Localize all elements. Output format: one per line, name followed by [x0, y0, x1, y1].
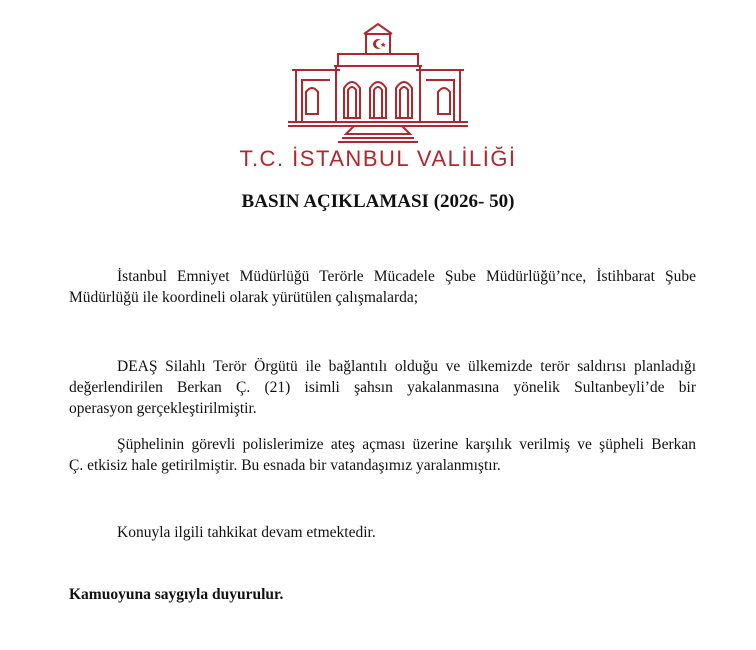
closing-statement: Kamuoyuna saygıyla duyurulur.: [69, 586, 284, 603]
paragraph: [69, 522, 696, 543]
valilik-building-icon: [278, 22, 478, 146]
paragraph-line: operasyon gerçekleştirilmiştir.: [69, 400, 257, 417]
page-title: BASIN AÇIKLAMASI (2026- 50): [241, 191, 515, 212]
paragraph-line: Şüphelinin görevli polislerimize ateş açması üzerine karşılık verilmiş ve şüpheli Berkan: [117, 436, 696, 453]
paragraph-line: Müdürlüğü ile koordineli olarak yürütülen çalışmalarda;: [69, 289, 419, 306]
valilik-logo: [0, 22, 756, 146]
paragraph-line: Konuyla ilgili tahkikat devam etmektedir.: [117, 524, 376, 541]
paragraph: [69, 356, 696, 419]
paragraph-line: Ç. etkisiz hale getirilmiştir. Bu esnada bir vatandaşımız yaralanmıştır.: [69, 457, 501, 474]
paragraph: [69, 266, 696, 308]
paragraph: [69, 434, 696, 476]
paragraph-line: İstanbul Emniyet Müdürlüğü Terörle Mücadele Şube Müdürlüğü’nce, İstihbarat Şube: [117, 268, 696, 285]
paragraph-line: değerlendirilen Berkan Ç. (21) isimli şahsın yakalanmasına yönelik Sultanbeyli’de bir: [69, 379, 696, 396]
paragraph-line: DEAŞ Silahlı Terör Örgütü ile bağlantılı olduğu ve ülkemizde terör saldırısı planladığı: [117, 358, 696, 375]
logo-text: T.C. İSTANBUL VALİLİĞİ: [239, 146, 517, 171]
